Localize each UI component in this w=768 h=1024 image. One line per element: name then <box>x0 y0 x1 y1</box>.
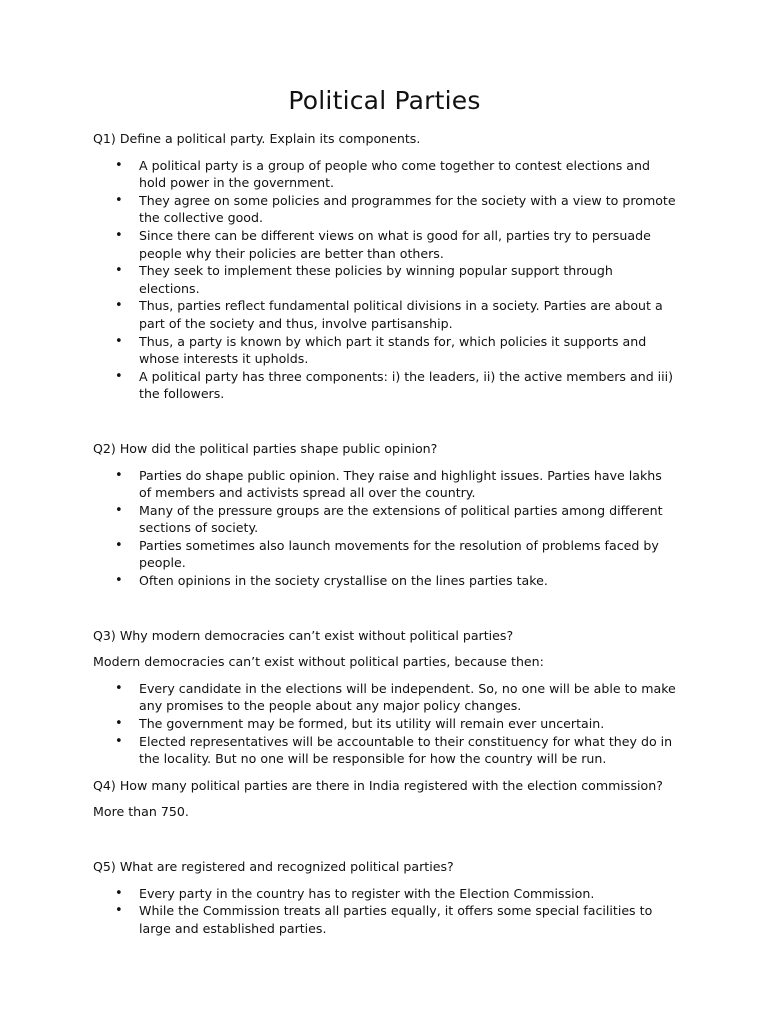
section-q4 <box>93 777 676 821</box>
list-item: • The government may be formed, but its utility will remain ever uncertain. <box>93 715 676 733</box>
spacer <box>93 412 676 440</box>
answer-intro-q3: Modern democracies can’t exist without political parties, because then: <box>93 654 544 670</box>
answer-list-q1 <box>93 157 676 403</box>
list-item: • They seek to implement these policies by winning popular support through elections. <box>93 262 676 297</box>
question-q2: Q2) How did the political parties shape public opinion? <box>93 440 438 456</box>
list-item: • A political party has three components: i) the leaders, ii) the active members and iii) the followers. <box>93 368 676 403</box>
answer-list-q3 <box>93 680 676 768</box>
list-item: • Every candidate in the elections will be independent. So, no one will be able to make any promises to the people about any major policy changes. <box>93 680 676 715</box>
list-item: • Elected representatives will be accountable to their constituency for what they do in the locality. But no one will be responsible for how the country will be run. <box>93 733 676 768</box>
section-q5 <box>93 858 676 937</box>
list-item: • Parties sometimes also launch movements for the resolution of problems faced by people. <box>93 537 676 572</box>
section-q3 <box>93 627 676 768</box>
question-q5: Q5) What are registered and recognized political parties? <box>93 859 454 874</box>
answer-list-q2 <box>93 467 676 590</box>
list-item: • Every party in the country has to register with the Election Commission. <box>93 885 676 903</box>
question-q4: Q4) How many political parties are there in India registered with the election commission? <box>93 777 663 793</box>
list-item: • Thus, parties reflect fundamental political divisions in a society. Parties are about a part of the society and thus, involve partisanship. <box>93 297 676 332</box>
list-item: • While the Commission treats all parties equally, it offers some special facilities to large and established parties. <box>93 902 676 937</box>
list-item: • Thus, a party is known by which part it stands for, which policies it supports and whose interests it upholds. <box>93 333 676 368</box>
question-q3: Q3) Why modern democracies can’t exist without political parties? <box>93 627 514 643</box>
section-q2 <box>93 440 676 590</box>
list-item: • Many of the pressure groups are the extensions of political parties among different sections of society. <box>93 502 676 537</box>
list-item: • They agree on some policies and programmes for the society with a view to promote the collective good. <box>93 192 676 227</box>
answer-q4: More than 750. <box>93 804 189 820</box>
list-item: • A political party is a group of people who come together to contest elections and hold power in the government. <box>93 157 676 192</box>
spacer <box>93 830 676 858</box>
page-title: Political Parties <box>288 86 481 115</box>
list-item: • Since there can be different views on what is good for all, parties try to persuade people why their policies are better than others. <box>93 227 676 262</box>
question-q1: Q1) Define a political party. Explain its components. <box>93 131 421 146</box>
section-q1 <box>93 130 676 403</box>
spacer <box>93 599 676 627</box>
list-item: • Parties do shape public opinion. They raise and highlight issues. Parties have lakhs of members and activists spread all over the country. <box>93 467 676 502</box>
list-item: • Often opinions in the society crystallise on the lines parties take. <box>93 572 676 590</box>
answer-list-q5 <box>93 885 676 938</box>
